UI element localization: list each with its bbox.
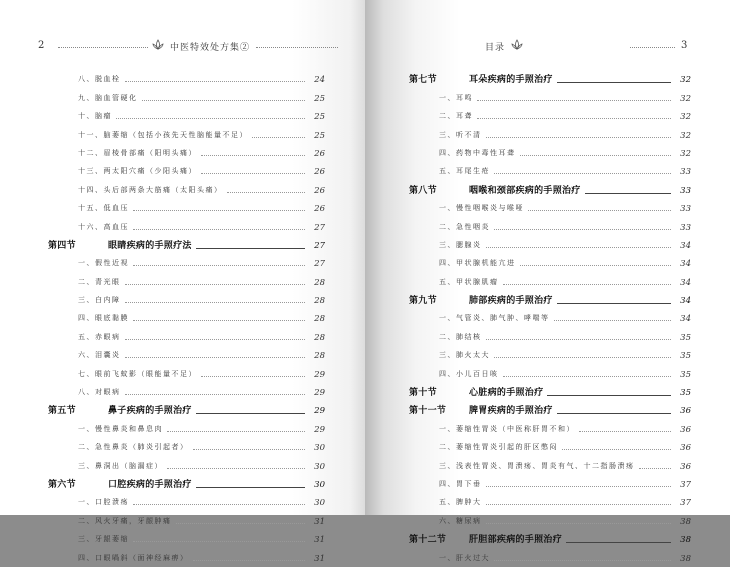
dot-leader [486, 137, 672, 138]
toc-entry-row [409, 438, 691, 456]
section-heading [409, 183, 581, 199]
page-ref: 26 [314, 185, 325, 196]
entry-title: 四、胃下垂 [439, 479, 482, 488]
entry-title: 三、浅表性胃炎、胃溃疡、胃炎有气、十二指肠溃疡 [439, 461, 635, 470]
dot-leader [494, 560, 671, 561]
page-ref: 26 [314, 167, 325, 178]
dot-leader [528, 210, 671, 211]
page-ref: 31 [314, 553, 325, 564]
toc-entry-row [48, 456, 325, 474]
page-ref: 32 [680, 75, 691, 86]
toc-entry-row [48, 144, 325, 162]
dot-leader [133, 229, 305, 230]
toc-entry-row [48, 254, 325, 272]
entry-title: 一、肝火过大 [439, 553, 490, 562]
page-ref: 26 [314, 204, 325, 215]
dot-leader [477, 118, 671, 119]
contents-title: 目录 [485, 43, 506, 53]
section-label: 第五节 [48, 406, 76, 417]
entry-title: 三、鼻洞出（脑漏症） [78, 461, 163, 470]
dot-leader [252, 137, 305, 138]
dot-leader [557, 82, 671, 83]
entry-title: 三、牙龈萎缩 [78, 535, 129, 544]
entry-title: 五、脾肿大 [439, 498, 482, 507]
dot-leader [201, 376, 305, 377]
dot-leader [557, 303, 671, 304]
entry-title: 一、慢性咽喉炎与喉哑 [439, 204, 524, 213]
dot-leader [125, 394, 306, 395]
page-ref: 36 [680, 424, 691, 435]
entry-title: 三、听不清 [439, 130, 482, 139]
toc-section-row [48, 401, 325, 419]
entry-title: 八、脱血栓 [78, 75, 121, 84]
dot-leader [125, 81, 306, 82]
page-ref: 25 [314, 130, 325, 141]
entry-title: 九、脑血管硬化 [78, 93, 138, 102]
section-title: 咽喉和颈部疾病的手照治疗 [469, 185, 581, 196]
toc-section-row [409, 530, 691, 548]
page-ref: 31 [314, 535, 325, 546]
toc-section-row [409, 383, 691, 401]
page-ref: 37 [680, 498, 691, 509]
dot-leader [486, 339, 672, 340]
toc-entry-row [48, 419, 325, 437]
toc-entry-row [409, 125, 691, 143]
entry-title: 七、眼前飞蚊影（眼能量不足） [78, 369, 197, 378]
dot-leader [520, 265, 672, 266]
dot-leader [585, 193, 671, 194]
page-ref: 33 [680, 185, 691, 196]
entry-title: 三、肺火太大 [439, 351, 490, 360]
right-page-number: 3 [681, 40, 688, 51]
section-title: 脾胃疾病的手照治疗 [469, 406, 553, 417]
toc-entry-row [409, 162, 691, 180]
toc-section-row [409, 291, 691, 309]
section-label: 第八节 [409, 185, 437, 196]
dot-leader [176, 523, 306, 524]
right-toc-list [409, 70, 691, 567]
entry-title: 五、甲状腺肌瘤 [439, 277, 499, 286]
toc-entry-row [409, 511, 691, 529]
entry-title: 四、甲状腺机能亢进 [439, 259, 516, 268]
entry-title: 一、假性近视 [78, 259, 129, 268]
page-ref: 28 [314, 277, 325, 288]
dot-leader [125, 302, 306, 303]
page-ref: 28 [314, 296, 325, 307]
dot-leader [196, 248, 305, 249]
section-title: 心脏病的手照治疗 [469, 388, 544, 399]
toc-entry-row [409, 493, 691, 511]
page-ref: 34 [680, 314, 691, 325]
section-heading [409, 403, 553, 419]
toc-entry-row [48, 180, 325, 198]
entry-title: 五、耳尾生疮 [439, 167, 490, 176]
section-title: 鼻子疾病的手照治疗 [108, 406, 192, 417]
entry-title: 十、脑瘤 [78, 112, 112, 121]
dot-leader [125, 339, 306, 340]
page-ref: 29 [314, 369, 325, 380]
page-ref: 34 [680, 277, 691, 288]
page-ref: 36 [680, 443, 691, 454]
entry-title: 二、耳聋 [439, 112, 473, 121]
dot-leader [133, 265, 305, 266]
section-label: 第六节 [48, 479, 76, 490]
entry-title: 二、风火牙痛，牙龈肿痛 [78, 516, 172, 525]
section-label: 第四节 [48, 240, 76, 251]
lotus-ornament-icon [152, 39, 164, 51]
dot-leader [142, 100, 306, 101]
page-ref: 35 [680, 369, 691, 380]
entry-title: 二、萎缩性胃炎引起的肝区憋闷 [439, 443, 558, 452]
page-ref: 30 [314, 479, 325, 490]
dot-leader [133, 541, 305, 542]
dot-leader [133, 210, 305, 211]
dot-leader [196, 487, 305, 488]
toc-entry-row [48, 511, 325, 529]
dot-leader [196, 413, 305, 414]
dot-leader [193, 449, 306, 450]
page-ref: 26 [314, 148, 325, 159]
entry-title: 一、气管炎、肺气肿、哮喘等 [439, 314, 550, 323]
page-ref: 33 [680, 167, 691, 178]
dot-leader [503, 376, 672, 377]
page-ref: 31 [314, 516, 325, 527]
page-ref: 38 [680, 516, 691, 527]
section-label: 第七节 [409, 75, 437, 86]
dot-leader [494, 229, 671, 230]
page-ref: 27 [314, 222, 325, 233]
dot-leader [133, 320, 305, 321]
page-ref: 34 [680, 259, 691, 270]
entry-title: 十六、高血压 [78, 222, 129, 231]
section-label: 第十二节 [409, 535, 447, 546]
dot-leader [557, 413, 671, 414]
section-heading [409, 532, 562, 548]
toc-entry-row [409, 217, 691, 235]
dot-leader [494, 173, 671, 174]
dot-leader [125, 357, 306, 358]
toc-entry-row [48, 162, 325, 180]
dot-leader [486, 523, 672, 524]
entry-title: 二、急性咽炎 [439, 222, 490, 231]
toc-entry-row [409, 327, 691, 345]
header-divider [630, 47, 675, 48]
page-ref: 29 [314, 424, 325, 435]
entry-title: 二、青光眼 [78, 277, 121, 286]
header-divider [58, 47, 148, 48]
toc-entry-row [409, 272, 691, 290]
page-ref: 38 [680, 553, 691, 564]
toc-entry-row [48, 346, 325, 364]
entry-title: 十四、头后部两条大筋痛（太阳头痛） [78, 185, 223, 194]
toc-entry-row [48, 327, 325, 345]
dot-leader [193, 560, 306, 561]
entry-title: 十五、低血压 [78, 204, 129, 213]
entry-title: 五、赤眼病 [78, 332, 121, 341]
section-title: 眼睛疾病的手照疗法 [108, 240, 192, 251]
entry-title: 四、眼底黏膜 [78, 314, 129, 323]
page-ref: 36 [680, 461, 691, 472]
left-page-number: 2 [38, 40, 45, 51]
toc-entry-row [409, 364, 691, 382]
page-ref: 29 [314, 388, 325, 399]
entry-title: 二、急性鼻炎（肺炎引起者） [78, 443, 189, 452]
dot-leader [477, 100, 671, 101]
entry-title: 一、耳鸣 [439, 93, 473, 102]
dot-leader [554, 320, 672, 321]
page-ref: 34 [680, 240, 691, 251]
toc-section-row [48, 475, 325, 493]
section-heading [409, 72, 553, 88]
page-ref: 33 [680, 222, 691, 233]
page-ref: 30 [314, 498, 325, 509]
dot-leader [486, 247, 672, 248]
entry-title: 二、肺结核 [439, 332, 482, 341]
section-title: 口腔疾病的手照治疗 [108, 479, 192, 490]
page-ref: 28 [314, 351, 325, 362]
toc-entry-row [48, 493, 325, 511]
toc-entry-row [409, 199, 691, 217]
page-ref: 35 [680, 388, 691, 399]
section-heading [48, 238, 192, 254]
dot-leader [125, 284, 306, 285]
page-ref: 28 [314, 332, 325, 343]
toc-entry-row [48, 309, 325, 327]
volume-mark: ② [240, 43, 251, 53]
page-ref: 30 [314, 443, 325, 454]
section-title: 耳朵疾病的手照治疗 [469, 75, 553, 86]
header-divider [256, 47, 338, 48]
entry-title: 八、对眼病 [78, 388, 121, 397]
page-ref: 36 [680, 406, 691, 417]
page-ref: 27 [314, 259, 325, 270]
toc-entry-row [48, 530, 325, 548]
book-title-text: 中医特效处方集 [170, 43, 241, 53]
page-ref: 38 [680, 535, 691, 546]
toc-entry-row [48, 88, 325, 106]
page-ref: 25 [314, 93, 325, 104]
toc-entry-row [409, 456, 691, 474]
dot-leader [486, 486, 672, 487]
toc-entry-row [409, 254, 691, 272]
dot-leader [494, 357, 671, 358]
page-ref: 32 [680, 148, 691, 159]
toc-entry-row [48, 438, 325, 456]
book-title [170, 40, 250, 53]
page-ref: 27 [314, 240, 325, 251]
dot-leader [116, 118, 305, 119]
page-ref: 30 [314, 461, 325, 472]
toc-section-row [48, 236, 325, 254]
page-ref: 32 [680, 130, 691, 141]
page-ref: 35 [680, 332, 691, 343]
page-ref: 32 [680, 93, 691, 104]
page-ref: 32 [680, 112, 691, 123]
toc-entry-row [48, 107, 325, 125]
toc-section-row [409, 70, 691, 88]
entry-title: 一、慢性鼻炎和鼻息肉 [78, 424, 163, 433]
dot-leader [167, 431, 305, 432]
entry-title: 一、口腔溃疡 [78, 498, 129, 507]
toc-entry-row [48, 70, 325, 88]
dot-leader [167, 468, 305, 469]
section-heading [409, 385, 543, 401]
entry-title: 四、药物中毒性耳聋 [439, 148, 516, 157]
lotus-ornament-icon [511, 39, 523, 51]
section-heading [48, 477, 192, 493]
dot-leader [227, 192, 306, 193]
section-title: 肺部疾病的手照治疗 [469, 296, 553, 307]
section-label: 第十节 [409, 388, 437, 399]
toc-entry-row [48, 548, 325, 566]
toc-entry-row [48, 217, 325, 235]
page-ref: 29 [314, 406, 325, 417]
dot-leader [486, 504, 672, 505]
dot-leader [133, 504, 305, 505]
dot-leader [201, 173, 305, 174]
page-ref: 33 [680, 204, 691, 215]
section-label: 第九节 [409, 296, 437, 307]
section-heading [409, 293, 553, 309]
toc-section-row [409, 180, 691, 198]
dot-leader [520, 155, 672, 156]
right-page [365, 0, 730, 564]
entry-title: 六、糖尿病 [439, 516, 482, 525]
toc-entry-row [409, 475, 691, 493]
section-label: 第十一节 [409, 406, 447, 417]
toc-entry-row [409, 88, 691, 106]
right-page-header [485, 40, 690, 54]
entry-title: 一、萎缩性胃炎（中医称肝胃不和） [439, 424, 575, 433]
dot-leader [547, 395, 671, 396]
dot-leader [566, 542, 671, 543]
section-heading [48, 403, 192, 419]
toc-section-row [409, 401, 691, 419]
section-title: 肝胆部疾病的手照治疗 [469, 535, 563, 546]
dot-leader [503, 284, 672, 285]
toc-entry-row [409, 236, 691, 254]
toc-entry-row [48, 272, 325, 290]
page-ref: 25 [314, 112, 325, 123]
entry-title: 十二、眉棱骨部痛（阳明头痛） [78, 148, 197, 157]
toc-entry-row [48, 383, 325, 401]
left-page-header [38, 40, 338, 54]
entry-title: 三、腮腺炎 [439, 240, 482, 249]
left-page [0, 0, 365, 564]
entry-title: 三、白内障 [78, 296, 121, 305]
toc-entry-row [48, 364, 325, 382]
page-ref: 24 [314, 75, 325, 86]
dot-leader [201, 155, 305, 156]
entry-title: 四、小儿百日咳 [439, 369, 499, 378]
entry-title: 四、口眼喎斜（面神经麻痹） [78, 553, 189, 562]
entry-title: 六、泪囊炎 [78, 351, 121, 360]
toc-entry-row [409, 107, 691, 125]
entry-title: 十三、两太阳穴痛（少阳头痛） [78, 167, 197, 176]
toc-entry-row [409, 548, 691, 566]
page-ref: 28 [314, 314, 325, 325]
toc-entry-row [409, 419, 691, 437]
toc-entry-row [48, 125, 325, 143]
toc-entry-row [409, 346, 691, 364]
entry-title: 十一、脑萎缩（包括小孩先天性脑能量不足） [78, 130, 248, 139]
toc-entry-row [409, 144, 691, 162]
page-ref: 37 [680, 479, 691, 490]
toc-entry-row [48, 199, 325, 217]
dot-leader [562, 449, 671, 450]
page-ref: 34 [680, 296, 691, 307]
dot-leader [639, 468, 672, 469]
left-toc-list [48, 70, 325, 567]
toc-entry-row [409, 309, 691, 327]
dot-leader [579, 431, 671, 432]
toc-entry-row [48, 291, 325, 309]
page-ref: 35 [680, 351, 691, 362]
